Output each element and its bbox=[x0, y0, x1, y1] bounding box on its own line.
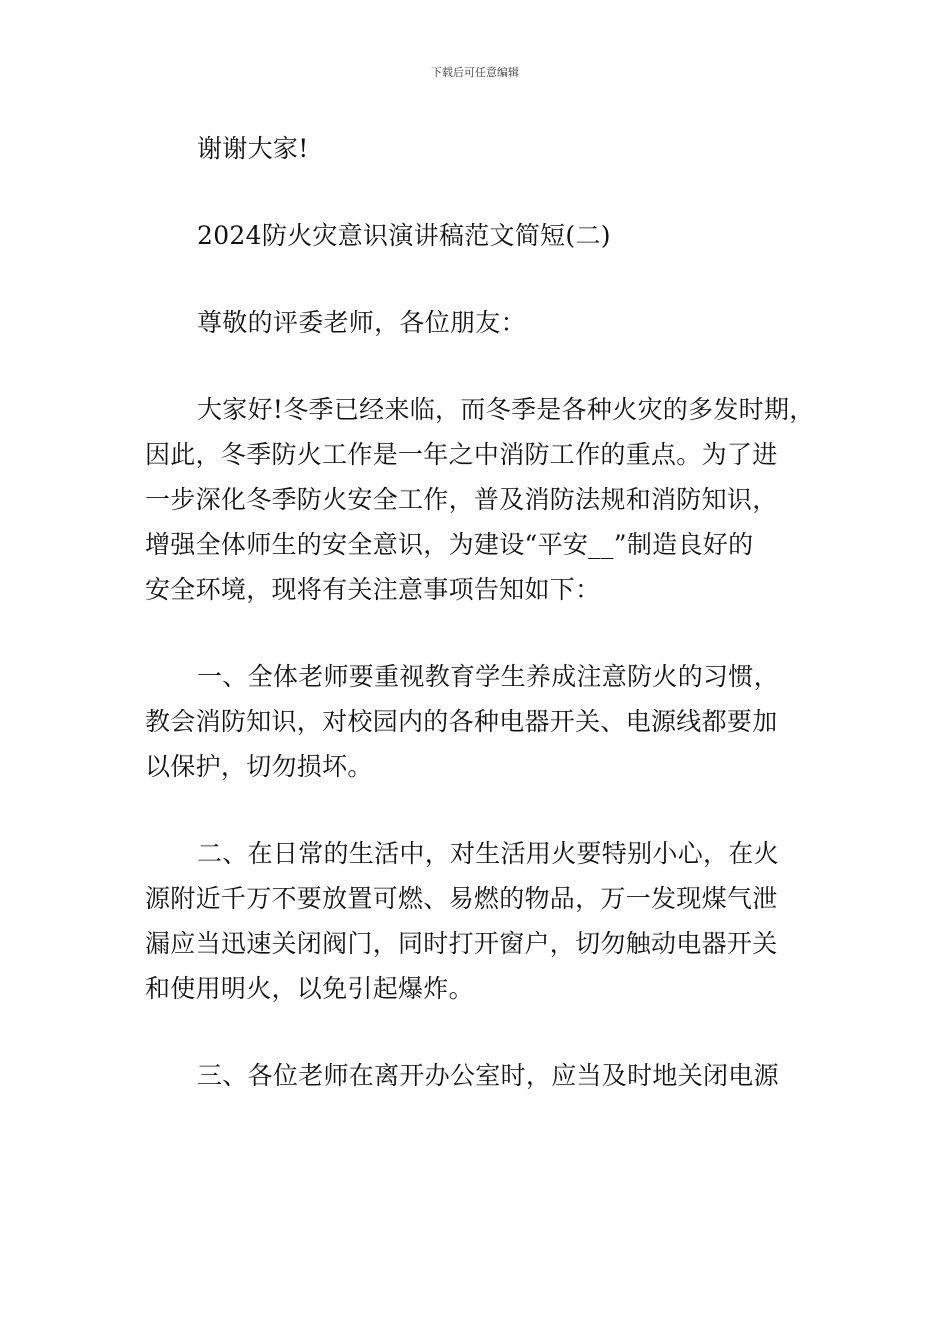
text-line: 尊敬的评委老师，各位朋友： bbox=[197, 308, 526, 337]
text-line: 二、在日常的生活中，对生活用火要特别小心，在火 bbox=[197, 839, 779, 868]
text-line: 三、各位老师在离开办公室时，应当及时地关闭电源 bbox=[197, 1061, 779, 1090]
intro-paragraph bbox=[145, 387, 813, 612]
salutation-paragraph bbox=[145, 300, 813, 345]
text-line: 漏应当迅速关闭阀门，同时打开窗户，切勿触动电器开关 bbox=[145, 929, 778, 958]
text-line: 增强全体师生的安全意识，为建设“平安__”制造良好的 bbox=[145, 530, 754, 559]
page-header-note: 下载后可任意编辑 bbox=[431, 66, 519, 79]
closing-thanks-paragraph bbox=[145, 126, 813, 171]
item-three-paragraph bbox=[145, 1053, 813, 1098]
text-line: 以保护，切勿损坏。 bbox=[145, 752, 373, 781]
item-one-paragraph bbox=[145, 654, 813, 789]
text-line: 谢谢大家! bbox=[197, 134, 309, 163]
text-line: 和使用明火，以免引起爆炸。 bbox=[145, 974, 474, 1003]
text-line: 一步深化冬季防火安全工作，普及消防法规和消防知识， bbox=[145, 485, 778, 514]
text-line: 一、全体老师要重视教育学生养成注意防火的习惯， bbox=[197, 662, 779, 691]
text-line: 安全环境，现将有关注意事项告知如下： bbox=[145, 575, 601, 604]
item-two-paragraph bbox=[145, 831, 813, 1011]
text-line: 大家好!冬季已经来临，而冬季是各种火灾的多发时期， bbox=[197, 395, 815, 424]
text-line: 源附近千万不要放置可燃、易燃的物品，万一发现煤气泄 bbox=[145, 884, 778, 913]
text-line: 因此，冬季防火工作是一年之中消防工作的重点。为了进 bbox=[145, 440, 778, 469]
document-body bbox=[145, 126, 813, 1098]
speech-title bbox=[145, 213, 813, 258]
text-line: 2024防火灾意识演讲稿范文简短(二) bbox=[197, 221, 611, 250]
text-line: 教会消防知识，对校园内的各种电器开关、电源线都要加 bbox=[145, 707, 778, 736]
